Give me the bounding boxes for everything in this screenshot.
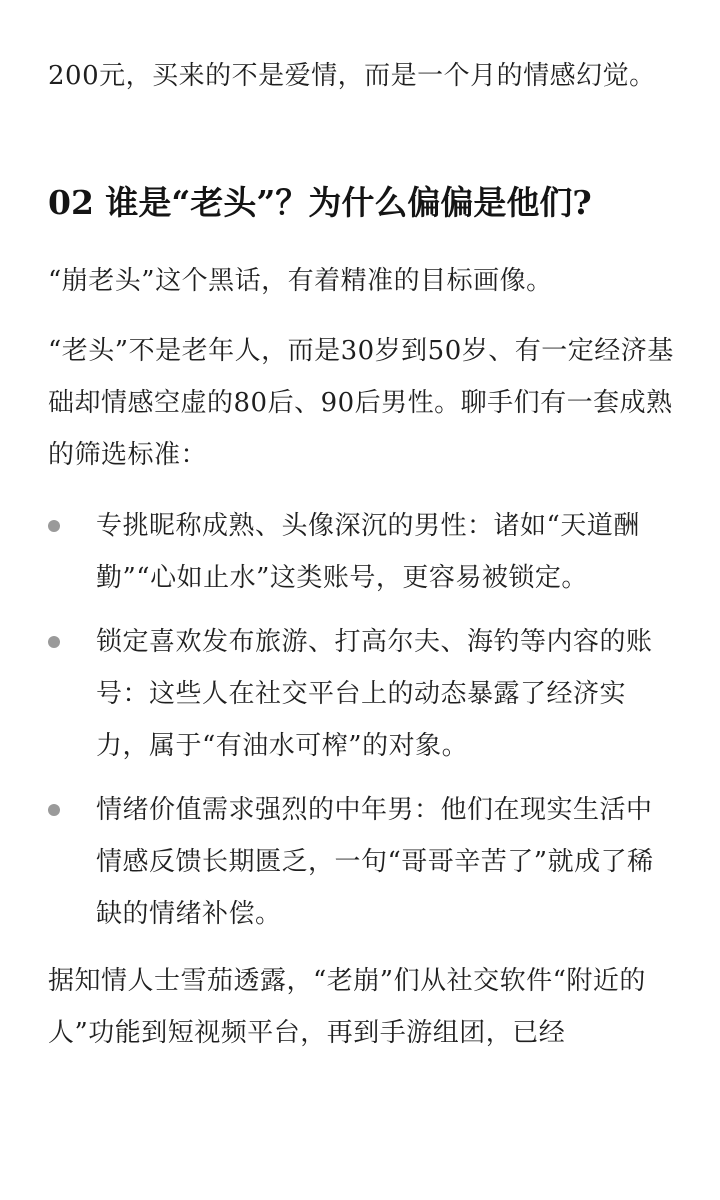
- list-item: [48, 784, 678, 940]
- list-item: [48, 500, 678, 604]
- criteria-list: [48, 500, 678, 952]
- bullet-dot-icon: [48, 804, 60, 816]
- bullet-dot-icon: [48, 636, 60, 648]
- paragraph-definition: “老头”不是老年人，而是30岁到50岁、有一定经济基础却情感空虚的80后、90后男性。聊手们有一套成熟的筛选标准：: [48, 336, 674, 470]
- bullet-dot-icon: [48, 520, 60, 532]
- list-item-text: 情绪价值需求强烈的中年男：他们在现实生活中情感反馈长期匮乏，一句“哥哥辛苦了”就成了稀缺的情绪补偿。: [96, 795, 654, 929]
- list-item-text: 锁定喜欢发布旅游、打高尔夫、海钓等内容的账号：这些人在社交平台上的动态暴露了经济实力，属于“有油水可榨”的对象。: [96, 627, 653, 761]
- list-item: [48, 616, 678, 772]
- list-item-text: 专挑昵称成熟、头像深沉的男性：诸如“天道酬勤”“心如止水”这类账号，更容易被锁定。: [96, 511, 640, 593]
- intro-paragraph: 200元，买来的不是爱情，而是一个月的情感幻觉。: [48, 61, 656, 91]
- paragraph-target-profile: “崩老头”这个黑话，有着精准的目标画像。: [48, 266, 553, 296]
- section-heading: 02 谁是“老头”？为什么偏偏是他们?: [48, 183, 592, 222]
- closing-paragraph: 据知情人士雪茄透露，“老崩”们从社交软件“附近的人”功能到短视频平台，再到手游组团，已经: [48, 966, 646, 1048]
